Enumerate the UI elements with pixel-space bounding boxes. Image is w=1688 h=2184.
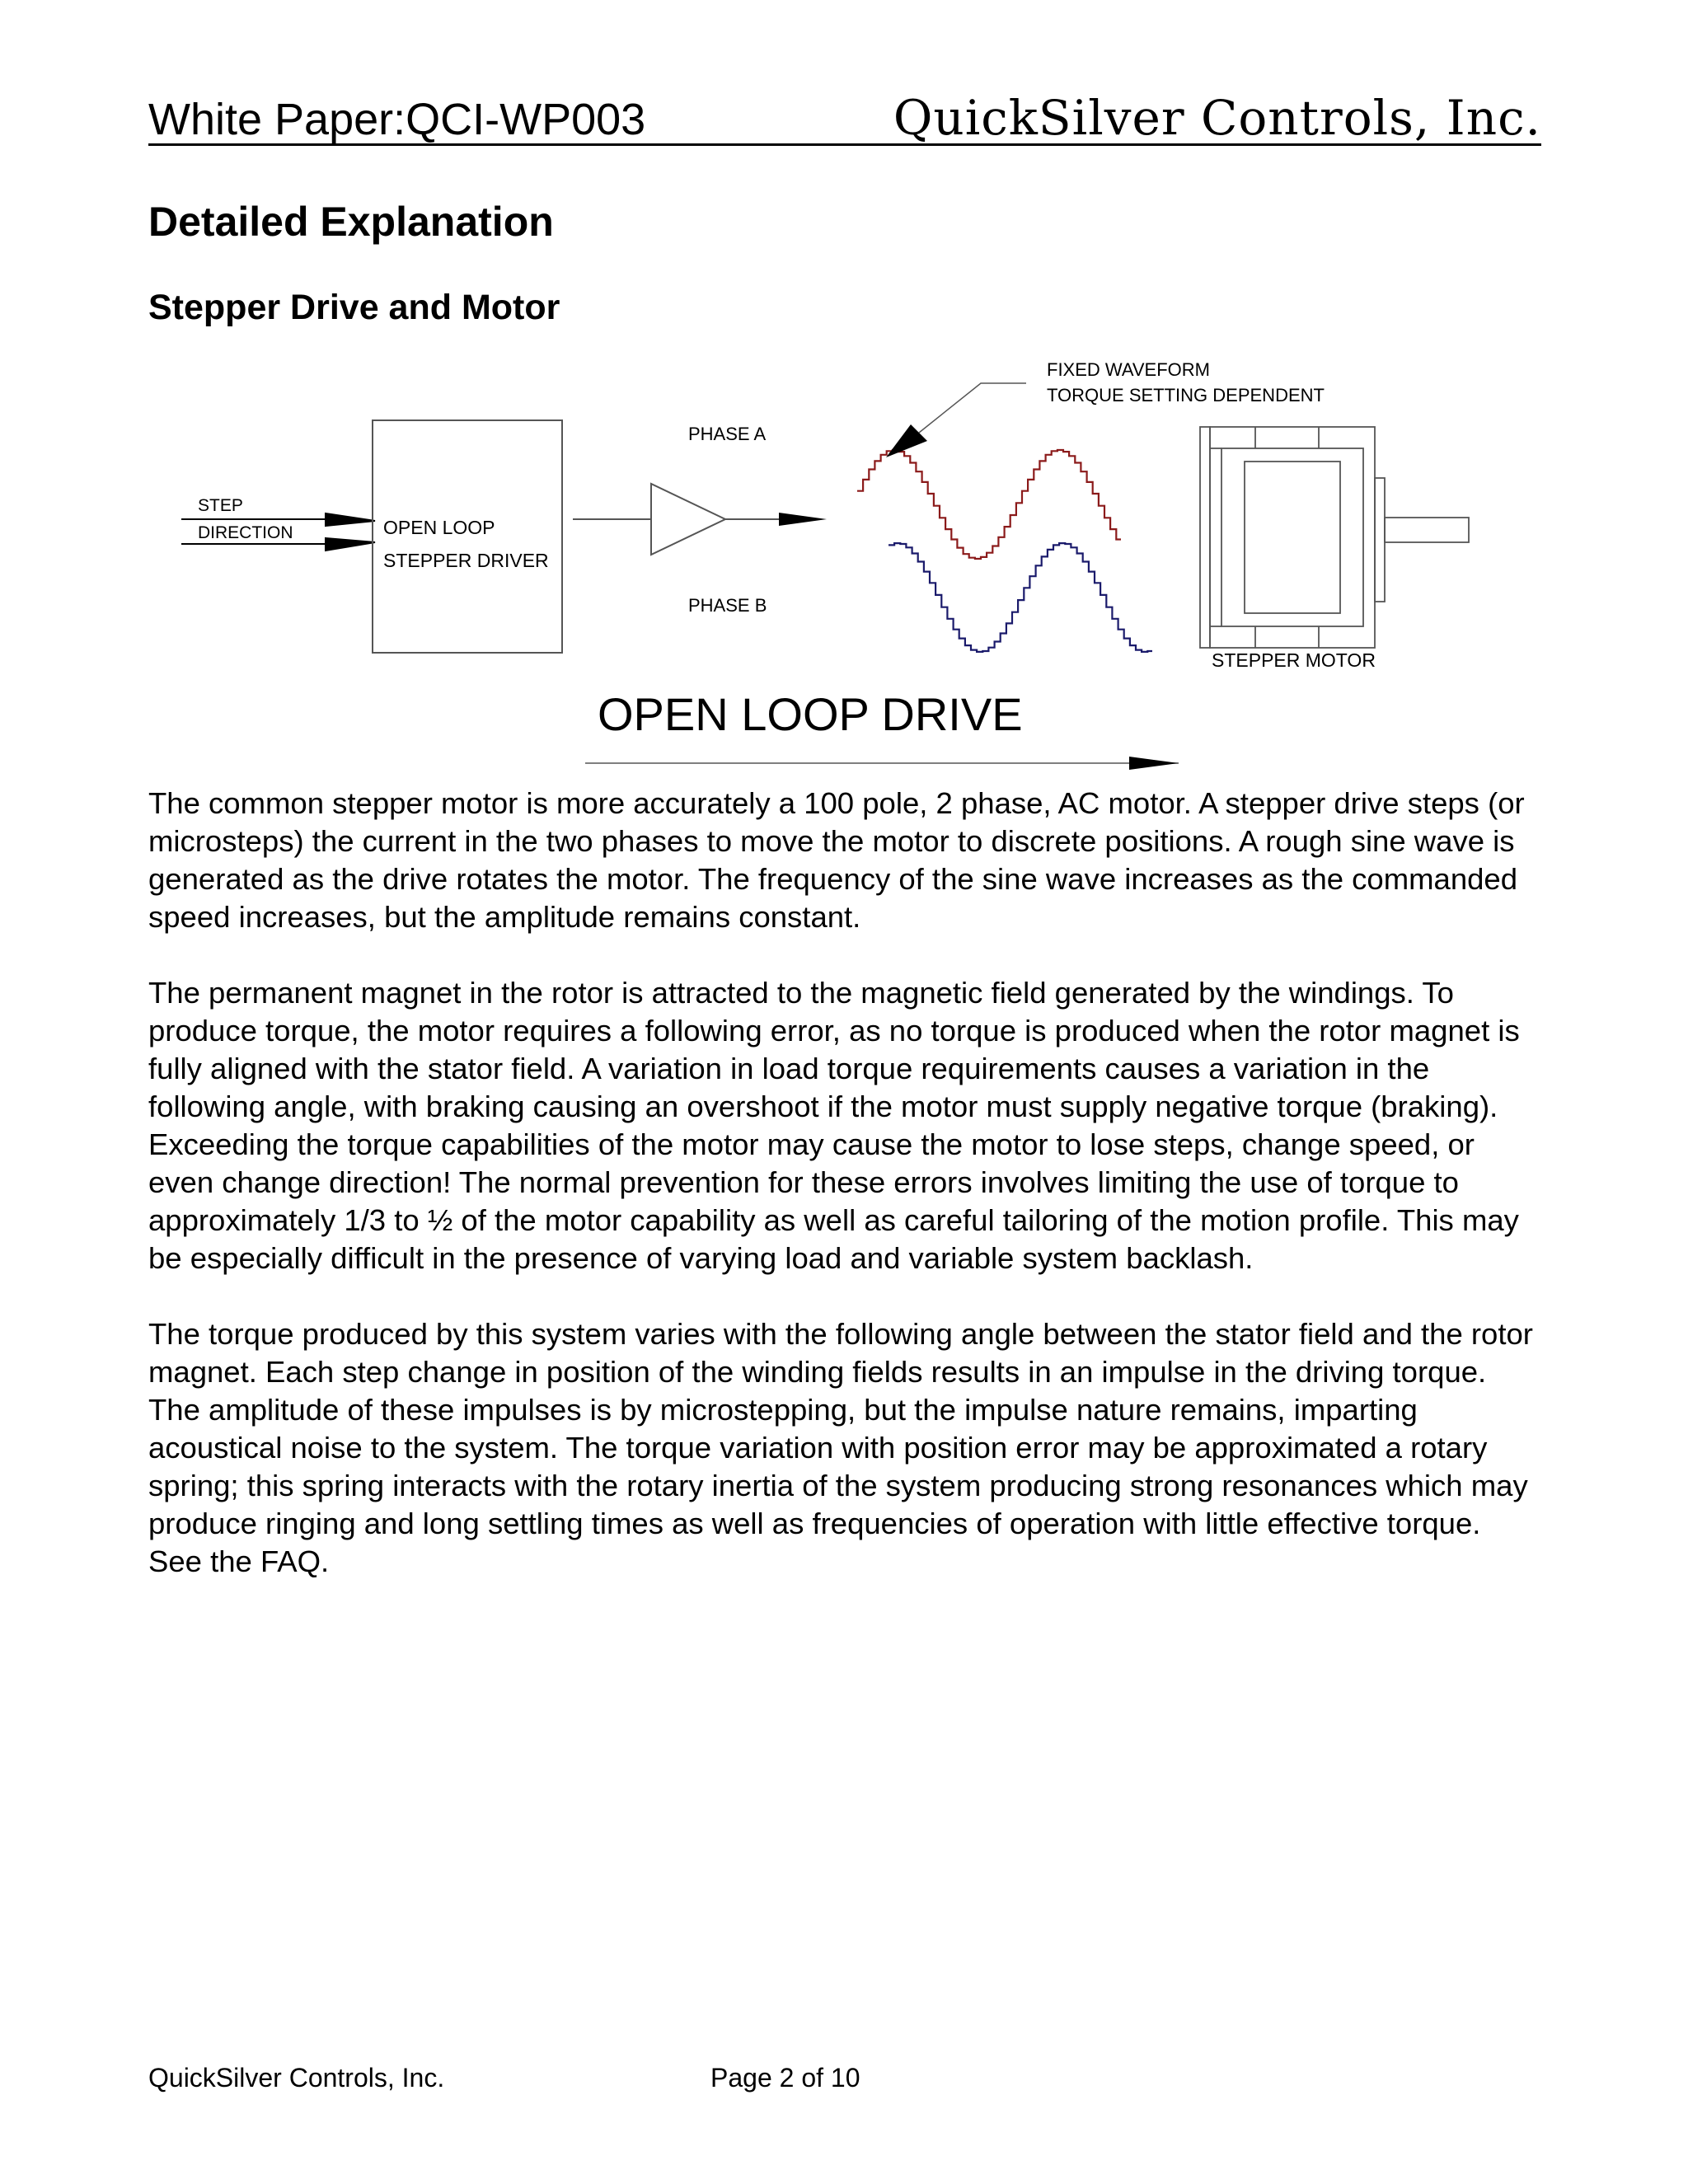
waveform-callout — [886, 383, 1026, 457]
paragraph: The permanent magnet in the rotor is attracted to the magnetic field generated by the windings. To produce torque, the motor requires a following error, as no torque is produced when the rotor magnet is fully aligned with the stator field. A variation in load torque requirements causes a variation in the following angle, with braking causing an overshoot if the motor must supply negative torque (braking). Exceeding the torque capabilities of the motor may cause the motor to lose steps, change speed, or even change direction! The normal prevention for these errors involves limiting the use of torque to approximately 1/3 to ½ of the motor capability as well as careful tailoring of the motion profile. This may be especially difficult in the presence of varying load and variable system backlash. — [148, 976, 1520, 1275]
driver-label-line2: STEPPER DRIVER — [383, 550, 549, 571]
phase-b-waveform — [889, 543, 1152, 652]
open-loop-drive-diagram — [148, 346, 1533, 783]
footer-page-number: Page 2 of 10 — [710, 2063, 860, 2093]
waveform-label-line2: TORQUE SETTING DEPENDENT — [1047, 385, 1325, 405]
page-header — [148, 82, 1541, 146]
stepper-motor-label: STEPPER MOTOR — [1212, 649, 1376, 671]
footer-company: QuickSilver Controls, Inc. — [148, 2063, 445, 2093]
subsection-heading: Stepper Drive and Motor — [148, 288, 560, 327]
stepper-motor-drawing — [1200, 427, 1469, 648]
body-text — [148, 785, 1541, 1619]
section-heading: Detailed Explanation — [148, 199, 554, 245]
document-id: White Paper:QCI-WP003 — [148, 95, 646, 144]
paragraph: The torque produced by this system varies with the following angle between the stator field and the rotor magnet. Each step change in position of the winding fields results in an impulse in the driving torque. The amplitude of these impulses is by microstepping, but the impulse nature remains, imparting acoustical noise to the system. The torque variation with position error may be approximated a rotary spring; this spring interacts with the rotary inertia of the system producing strong resonances which may produce ringing and long settling times as well as frequencies of operation with little effective torque. See the FAQ. — [148, 1317, 1533, 1578]
step-label: STEP — [198, 496, 243, 515]
waveform-label-line1: FIXED WAVEFORM — [1047, 359, 1210, 380]
driver-label-line1: OPEN LOOP — [383, 517, 495, 538]
phase-a-label: PHASE A — [688, 424, 767, 444]
diagram-title-arrowhead — [1129, 757, 1179, 770]
company-logo-text: QuickSilver Controls, Inc. — [893, 90, 1541, 146]
amplifier-symbol — [573, 484, 783, 555]
paragraph: The common stepper motor is more accurately a 100 pole, 2 phase, AC motor. A stepper drive steps (or microsteps) the current in the two phases to move the motor to discrete positions. A rough sine wave is generated as the drive rotates the motor. The frequency of the sine wave increases as the commanded speed increases, but the amplitude remains constant. — [148, 786, 1525, 934]
direction-label: DIRECTION — [198, 523, 293, 542]
diagram-title: OPEN LOOP DRIVE — [598, 688, 1023, 740]
phase-b-label: PHASE B — [688, 595, 767, 616]
amplifier-arrow — [779, 513, 827, 526]
